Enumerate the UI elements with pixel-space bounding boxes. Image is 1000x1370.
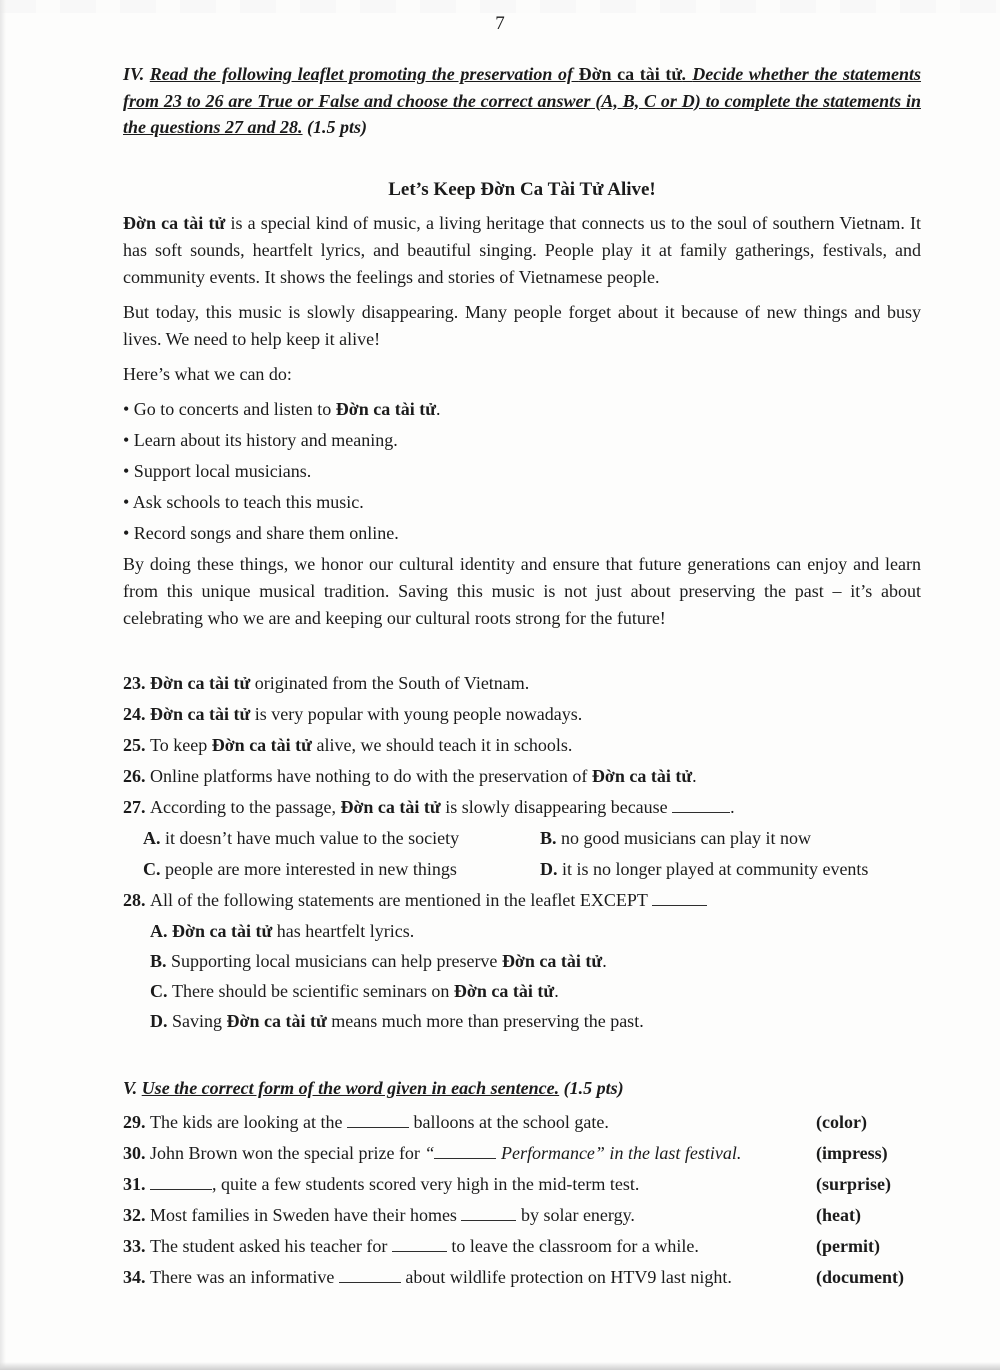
question-32-word-hint: (heat) — [816, 1205, 861, 1225]
question-33-word-hint: (permit) — [816, 1236, 880, 1256]
question-32 — [123, 1202, 921, 1229]
leaflet-paragraph-1: Đờn ca tài tử is a special kind of music, a living heritage that connects us to the soul of southern Vietnam. It has soft sounds, heartfelt lyrics, and beautiful singing. People play it at family gatherings, festivals, and community events. It shows the feelings and stories of Vietnamese people. — [123, 212, 921, 287]
question-27-option-a: A. it doesn’t have much value to the society — [143, 827, 460, 848]
question-25: 25. To keep Đờn ca tài tử alive, we should teach it in schools. — [123, 734, 573, 755]
question-30-text: 30. John Brown won the special prize for “ Performance” in the last festival. — [123, 1143, 742, 1163]
question-27-option-b: B. no good musicians can play it now — [540, 827, 811, 848]
page-content — [0, 35, 1000, 1291]
question-33 — [123, 1233, 921, 1260]
leaflet-bullet-2: • Learn about its history and meaning. — [123, 429, 398, 450]
fill-in-blank — [150, 1174, 212, 1190]
question-34-word-hint: (document) — [816, 1267, 904, 1287]
question-30-word-hint: (impress) — [816, 1143, 888, 1163]
question-27-options — [123, 825, 921, 887]
section-v-heading: V. Use the correct form of the word given in each sentence. (1.5 pts) — [123, 1077, 624, 1098]
question-28: 28. All of the following statements are mentioned in the leaflet EXCEPT — [123, 887, 921, 914]
question-29 — [123, 1109, 921, 1136]
question-31 — [123, 1171, 921, 1198]
fill-in-blank — [672, 796, 730, 812]
question-29-word-hint: (color) — [816, 1112, 867, 1132]
question-31-text: 31. , quite a few students scored very high in the mid-term test. — [123, 1174, 640, 1194]
question-24: 24. Đờn ca tài tử is very popular with young people nowadays. — [123, 703, 583, 724]
question-28-option-c: C. There should be scientific seminars on Đờn ca tài tử. — [150, 980, 559, 1001]
leaflet-bullet-3: • Support local musicians. — [123, 460, 312, 481]
question-23: 23. Đờn ca tài tử originated from the South of Vietnam. — [123, 672, 530, 693]
fill-in-blank — [434, 1143, 496, 1159]
section-iv-heading: IV. Read the following leaflet promoting the preservation of Đờn ca tài tử. Decide whether the statements from 23 to 26 are True or False and choose the correct answer (A, B, C or D) to complete the statements in the questions 27 and 28. (1.5 pts) — [123, 64, 922, 137]
question-27: 27. According to the passage, Đờn ca tài tử is slowly disappearing because . — [123, 796, 735, 817]
leaflet-title: Let’s Keep Đờn Ca Tài Tử Alive! — [388, 178, 656, 200]
leaflet-bullet-1: • Go to concerts and listen to Đờn ca tài tử. — [123, 398, 441, 419]
question-33-text: 33. The student asked his teacher for to leave the classroom for a while. — [123, 1236, 699, 1256]
question-31-word-hint: (surprise) — [816, 1174, 891, 1194]
page-bottom-edge — [0, 1362, 1000, 1370]
leaflet-paragraph-2: But today, this music is slowly disappearing. Many people forget about it because of new things and busy lives. We need to help keep it alive! — [123, 301, 921, 349]
question-28-option-b: B. Supporting local musicians can help preserve Đờn ca tài tử. — [150, 950, 607, 971]
question-29-text: 29. The kids are looking at the balloons at the school gate. — [123, 1112, 609, 1132]
question-34-text: 34. There was an informative about wildlife protection on HTV9 last night. — [123, 1267, 732, 1287]
leaflet-paragraph-3: Here’s what we can do: — [123, 363, 292, 384]
fill-in-blank — [392, 1236, 447, 1252]
fill-in-blank — [652, 889, 707, 905]
question-30 — [123, 1140, 921, 1167]
page-number: 7 — [495, 13, 505, 34]
leaflet-paragraph-4: By doing these things, we honor our cultural identity and ensure that future generations can enjoy and learn from this unique musical tradition. Saving this music is not just about preserving the past – it’s about celebrating who we are and keeping our cultural roots strong for the future! — [123, 553, 921, 628]
question-28-option-d: D. Saving Đờn ca tài tử means much more than preserving the past. — [150, 1010, 644, 1031]
scan-artifact-top — [0, 0, 1000, 13]
page-left-edge — [0, 0, 6, 1370]
question-26: 26. Online platforms have nothing to do with the preservation of Đờn ca tài tử. — [123, 765, 697, 786]
leaflet-bullet-4: • Ask schools to teach this music. — [123, 491, 364, 512]
fill-in-blank — [461, 1205, 516, 1221]
fill-in-blank — [347, 1112, 409, 1128]
leaflet-bullet-5: • Record songs and share them online. — [123, 522, 399, 543]
questions-23-28 — [123, 670, 921, 1035]
question-27-option-d: D. it is no longer played at community events — [540, 858, 869, 879]
question-28-option-a: A. Đờn ca tài tử has heartfelt lyrics. — [150, 920, 415, 941]
question-27-option-c: C. people are more interested in new things — [143, 858, 457, 879]
question-34 — [123, 1264, 921, 1291]
fill-in-blank — [339, 1267, 401, 1283]
question-32-text: 32. Most families in Sweden have their homes by solar energy. — [123, 1205, 635, 1225]
